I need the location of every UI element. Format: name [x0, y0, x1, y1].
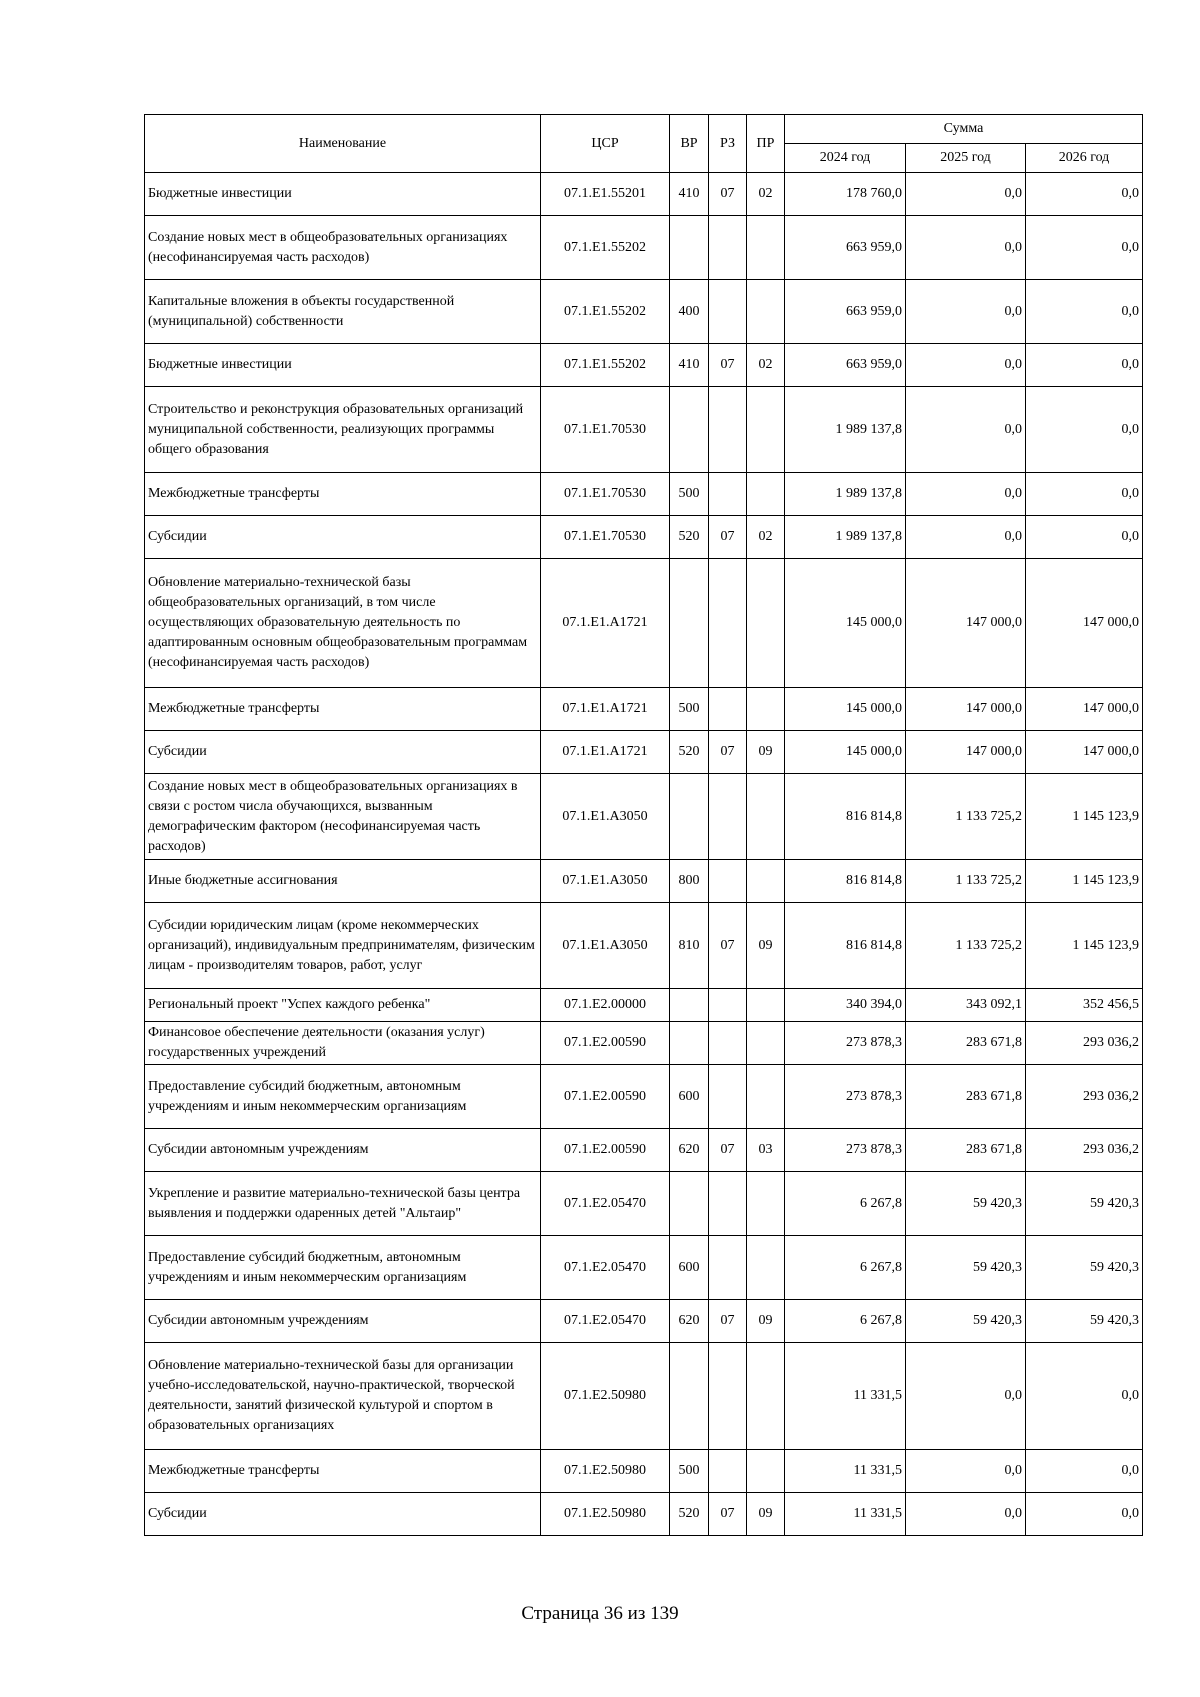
cell-vr: 410 [670, 173, 709, 216]
cell-2025: 343 092,1 [906, 989, 1026, 1022]
cell-2026: 0,0 [1026, 1343, 1143, 1450]
cell-pr: 03 [747, 1129, 785, 1172]
cell-vr: 600 [670, 1236, 709, 1300]
cell-2026: 0,0 [1026, 387, 1143, 473]
cell-rz [709, 216, 747, 280]
cell-csr: 07.1.E1.70530 [541, 516, 670, 559]
cell-2024: 273 878,3 [785, 1065, 906, 1129]
cell-csr: 07.1.E1.A3050 [541, 860, 670, 903]
cell-csr: 07.1.E1.A3050 [541, 903, 670, 989]
cell-pr: 09 [747, 731, 785, 774]
cell-2025: 283 671,8 [906, 1065, 1026, 1129]
cell-2025: 59 420,3 [906, 1172, 1026, 1236]
cell-2024: 145 000,0 [785, 688, 906, 731]
cell-rz: 07 [709, 1129, 747, 1172]
cell-name: Капитальные вложения в объекты государственной (муниципальной) собственности [145, 280, 541, 344]
cell-2026: 0,0 [1026, 280, 1143, 344]
cell-pr [747, 280, 785, 344]
table-row [145, 1172, 1143, 1236]
cell-name: Создание новых мест в общеобразовательных организациях в связи с ростом числа обучающихся, вызванным демографическим фактором (несофинансируемая часть расходов) [145, 774, 541, 860]
table-row [145, 516, 1143, 559]
cell-csr: 07.1.E2.50980 [541, 1493, 670, 1536]
cell-vr: 620 [670, 1300, 709, 1343]
header-vr: ВР [670, 115, 709, 173]
cell-csr: 07.1.E2.50980 [541, 1343, 670, 1450]
cell-2026: 147 000,0 [1026, 559, 1143, 688]
cell-vr: 620 [670, 1129, 709, 1172]
cell-2024: 1 989 137,8 [785, 473, 906, 516]
cell-2026: 59 420,3 [1026, 1300, 1143, 1343]
table-row [145, 1450, 1143, 1493]
cell-name: Субсидии [145, 1493, 541, 1536]
cell-pr [747, 216, 785, 280]
table-row [145, 860, 1143, 903]
cell-csr: 07.1.E1.A1721 [541, 688, 670, 731]
cell-csr: 07.1.E1.55202 [541, 216, 670, 280]
cell-rz [709, 989, 747, 1022]
cell-csr: 07.1.E2.00590 [541, 1129, 670, 1172]
cell-pr: 09 [747, 1493, 785, 1536]
cell-2024: 178 760,0 [785, 173, 906, 216]
cell-2025: 0,0 [906, 387, 1026, 473]
cell-2025: 59 420,3 [906, 1300, 1026, 1343]
cell-rz [709, 688, 747, 731]
cell-vr: 810 [670, 903, 709, 989]
cell-vr [670, 559, 709, 688]
table-row [145, 774, 1143, 860]
cell-2026: 1 145 123,9 [1026, 774, 1143, 860]
cell-rz: 07 [709, 516, 747, 559]
cell-name: Бюджетные инвестиции [145, 173, 541, 216]
cell-rz: 07 [709, 1300, 747, 1343]
cell-vr [670, 1022, 709, 1065]
cell-2024: 145 000,0 [785, 559, 906, 688]
cell-2025: 147 000,0 [906, 731, 1026, 774]
header-year-2026: 2026 год [1026, 144, 1143, 173]
cell-2025: 147 000,0 [906, 559, 1026, 688]
cell-name: Бюджетные инвестиции [145, 344, 541, 387]
cell-name: Обновление материально-технической базы для организации учебно-исследовательской, научно-практической, творческой деятельности, занятий физической культурой и спортом в образовательных организациях [145, 1343, 541, 1450]
cell-name: Иные бюджетные ассигнования [145, 860, 541, 903]
cell-rz [709, 1236, 747, 1300]
cell-csr: 07.1.E1.A1721 [541, 559, 670, 688]
cell-csr: 07.1.E1.A3050 [541, 774, 670, 860]
table-row [145, 688, 1143, 731]
cell-vr [670, 774, 709, 860]
table-row [145, 1236, 1143, 1300]
cell-rz [709, 387, 747, 473]
cell-2024: 6 267,8 [785, 1300, 906, 1343]
cell-2026: 0,0 [1026, 1493, 1143, 1536]
cell-pr [747, 1343, 785, 1450]
cell-vr [670, 989, 709, 1022]
table-row [145, 903, 1143, 989]
cell-name: Строительство и реконструкция образовательных организаций муниципальной собственности, реализующих программы общего образования [145, 387, 541, 473]
cell-2024: 816 814,8 [785, 860, 906, 903]
cell-2026: 293 036,2 [1026, 1022, 1143, 1065]
cell-rz [709, 1343, 747, 1450]
cell-rz: 07 [709, 173, 747, 216]
cell-pr: 02 [747, 516, 785, 559]
cell-csr: 07.1.E2.00590 [541, 1022, 670, 1065]
cell-vr [670, 387, 709, 473]
cell-2025: 0,0 [906, 216, 1026, 280]
cell-name: Субсидии автономным учреждениям [145, 1129, 541, 1172]
page-number: Страница 36 из 139 [521, 1603, 679, 1624]
cell-csr: 07.1.E2.05470 [541, 1300, 670, 1343]
cell-2026: 0,0 [1026, 344, 1143, 387]
cell-pr [747, 473, 785, 516]
cell-vr: 600 [670, 1065, 709, 1129]
table-row [145, 387, 1143, 473]
table-body [145, 173, 1143, 1536]
cell-rz [709, 280, 747, 344]
cell-2025: 0,0 [906, 1343, 1026, 1450]
cell-rz: 07 [709, 731, 747, 774]
cell-2025: 0,0 [906, 1450, 1026, 1493]
cell-csr: 07.1.E2.50980 [541, 1450, 670, 1493]
cell-csr: 07.1.E1.55201 [541, 173, 670, 216]
cell-2026: 0,0 [1026, 216, 1143, 280]
cell-rz [709, 1022, 747, 1065]
cell-rz [709, 860, 747, 903]
cell-rz [709, 774, 747, 860]
header-sum: Сумма [785, 115, 1143, 144]
cell-vr: 500 [670, 688, 709, 731]
cell-vr: 410 [670, 344, 709, 387]
cell-csr: 07.1.E2.00590 [541, 1065, 670, 1129]
cell-2024: 11 331,5 [785, 1493, 906, 1536]
cell-2026: 1 145 123,9 [1026, 903, 1143, 989]
cell-vr [670, 1172, 709, 1236]
cell-pr: 02 [747, 344, 785, 387]
cell-rz: 07 [709, 903, 747, 989]
cell-vr: 500 [670, 473, 709, 516]
cell-csr: 07.1.E1.A1721 [541, 731, 670, 774]
cell-2025: 1 133 725,2 [906, 860, 1026, 903]
table-row [145, 1022, 1143, 1065]
cell-name: Субсидии [145, 516, 541, 559]
cell-rz [709, 559, 747, 688]
cell-name: Межбюджетные трансферты [145, 473, 541, 516]
cell-2025: 283 671,8 [906, 1022, 1026, 1065]
cell-rz [709, 1450, 747, 1493]
table-row [145, 1343, 1143, 1450]
table-row [145, 731, 1143, 774]
header-name: Наименование [145, 115, 541, 173]
cell-pr: 02 [747, 173, 785, 216]
cell-vr: 520 [670, 516, 709, 559]
cell-2025: 1 133 725,2 [906, 903, 1026, 989]
cell-2024: 273 878,3 [785, 1022, 906, 1065]
cell-2024: 11 331,5 [785, 1343, 906, 1450]
cell-pr [747, 1172, 785, 1236]
budget-table [144, 114, 1143, 1536]
cell-vr: 500 [670, 1450, 709, 1493]
cell-name: Создание новых мест в общеобразовательных организациях (несофинансируемая часть расходов) [145, 216, 541, 280]
header-csr: ЦСР [541, 115, 670, 173]
cell-vr: 400 [670, 280, 709, 344]
cell-2025: 0,0 [906, 473, 1026, 516]
cell-2026: 59 420,3 [1026, 1172, 1143, 1236]
cell-pr [747, 1022, 785, 1065]
cell-vr [670, 1343, 709, 1450]
cell-pr: 09 [747, 1300, 785, 1343]
cell-2024: 6 267,8 [785, 1172, 906, 1236]
cell-2026: 147 000,0 [1026, 688, 1143, 731]
cell-pr [747, 774, 785, 860]
table-row [145, 1129, 1143, 1172]
cell-csr: 07.1.E2.05470 [541, 1172, 670, 1236]
cell-pr [747, 1065, 785, 1129]
cell-2026: 1 145 123,9 [1026, 860, 1143, 903]
cell-pr [747, 860, 785, 903]
cell-rz: 07 [709, 344, 747, 387]
table-row [145, 1300, 1143, 1343]
cell-name: Межбюджетные трансферты [145, 1450, 541, 1493]
cell-2024: 11 331,5 [785, 1450, 906, 1493]
cell-pr: 09 [747, 903, 785, 989]
cell-2025: 283 671,8 [906, 1129, 1026, 1172]
cell-2024: 663 959,0 [785, 344, 906, 387]
cell-2026: 0,0 [1026, 473, 1143, 516]
cell-2026: 0,0 [1026, 1450, 1143, 1493]
cell-2025: 0,0 [906, 1493, 1026, 1536]
cell-vr: 520 [670, 731, 709, 774]
cell-name: Предоставление субсидий бюджетным, автономным учреждениям и иным некоммерческим организациям [145, 1065, 541, 1129]
cell-csr: 07.1.E1.70530 [541, 473, 670, 516]
cell-2024: 273 878,3 [785, 1129, 906, 1172]
cell-pr [747, 1236, 785, 1300]
cell-name: Межбюджетные трансферты [145, 688, 541, 731]
cell-csr: 07.1.E2.05470 [541, 1236, 670, 1300]
cell-2026: 147 000,0 [1026, 731, 1143, 774]
cell-2026: 59 420,3 [1026, 1236, 1143, 1300]
cell-pr [747, 1450, 785, 1493]
cell-2024: 145 000,0 [785, 731, 906, 774]
cell-2024: 340 394,0 [785, 989, 906, 1022]
cell-2025: 59 420,3 [906, 1236, 1026, 1300]
table-row [145, 280, 1143, 344]
cell-name: Субсидии юридическим лицам (кроме некоммерческих организаций), индивидуальным предпринимателям, физическим лицам - производителям товаров, работ, услуг [145, 903, 541, 989]
cell-name: Обновление материально-технической базы общеобразовательных организаций, в том числе осуществляющих образовательную деятельность по адаптированным основным общеобразовательным программам (несофинансируемая часть расходов) [145, 559, 541, 688]
cell-csr: 07.1.E1.55202 [541, 344, 670, 387]
cell-2025: 0,0 [906, 344, 1026, 387]
cell-2026: 0,0 [1026, 516, 1143, 559]
cell-pr [747, 387, 785, 473]
cell-2024: 1 989 137,8 [785, 516, 906, 559]
table-row [145, 173, 1143, 216]
cell-2026: 352 456,5 [1026, 989, 1143, 1022]
table-row [145, 473, 1143, 516]
cell-2025: 0,0 [906, 280, 1026, 344]
cell-2024: 663 959,0 [785, 216, 906, 280]
cell-2024: 1 989 137,8 [785, 387, 906, 473]
table-row [145, 216, 1143, 280]
cell-2025: 0,0 [906, 173, 1026, 216]
cell-vr [670, 216, 709, 280]
table-row [145, 1493, 1143, 1536]
cell-2025: 0,0 [906, 516, 1026, 559]
cell-name: Предоставление субсидий бюджетным, автономным учреждениям и иным некоммерческим организациям [145, 1236, 541, 1300]
cell-name: Региональный проект "Успех каждого ребенка" [145, 989, 541, 1022]
cell-pr [747, 989, 785, 1022]
cell-csr: 07.1.E1.55202 [541, 280, 670, 344]
cell-csr: 07.1.E1.70530 [541, 387, 670, 473]
cell-rz [709, 1065, 747, 1129]
cell-rz [709, 473, 747, 516]
cell-pr [747, 688, 785, 731]
cell-pr [747, 559, 785, 688]
cell-2025: 1 133 725,2 [906, 774, 1026, 860]
header-rz: РЗ [709, 115, 747, 173]
table-row [145, 344, 1143, 387]
cell-2026: 293 036,2 [1026, 1065, 1143, 1129]
table-row [145, 989, 1143, 1022]
cell-name: Субсидии [145, 731, 541, 774]
cell-rz: 07 [709, 1493, 747, 1536]
cell-2024: 6 267,8 [785, 1236, 906, 1300]
cell-2024: 816 814,8 [785, 774, 906, 860]
cell-rz [709, 1172, 747, 1236]
cell-vr: 800 [670, 860, 709, 903]
cell-2025: 147 000,0 [906, 688, 1026, 731]
cell-name: Укрепление и развитие материально-технической базы центра выявления и поддержки одаренных детей "Альтаир" [145, 1172, 541, 1236]
cell-2024: 816 814,8 [785, 903, 906, 989]
cell-name: Субсидии автономным учреждениям [145, 1300, 541, 1343]
header-pr: ПР [747, 115, 785, 173]
header-year-2025: 2025 год [906, 144, 1026, 173]
cell-2026: 0,0 [1026, 173, 1143, 216]
cell-csr: 07.1.E2.00000 [541, 989, 670, 1022]
cell-vr: 520 [670, 1493, 709, 1536]
cell-name: Финансовое обеспечение деятельности (оказания услуг) государственных учреждений [145, 1022, 541, 1065]
table-row [145, 559, 1143, 688]
cell-2024: 663 959,0 [785, 280, 906, 344]
cell-2026: 293 036,2 [1026, 1129, 1143, 1172]
header-year-2024: 2024 год [785, 144, 906, 173]
table-row [145, 1065, 1143, 1129]
